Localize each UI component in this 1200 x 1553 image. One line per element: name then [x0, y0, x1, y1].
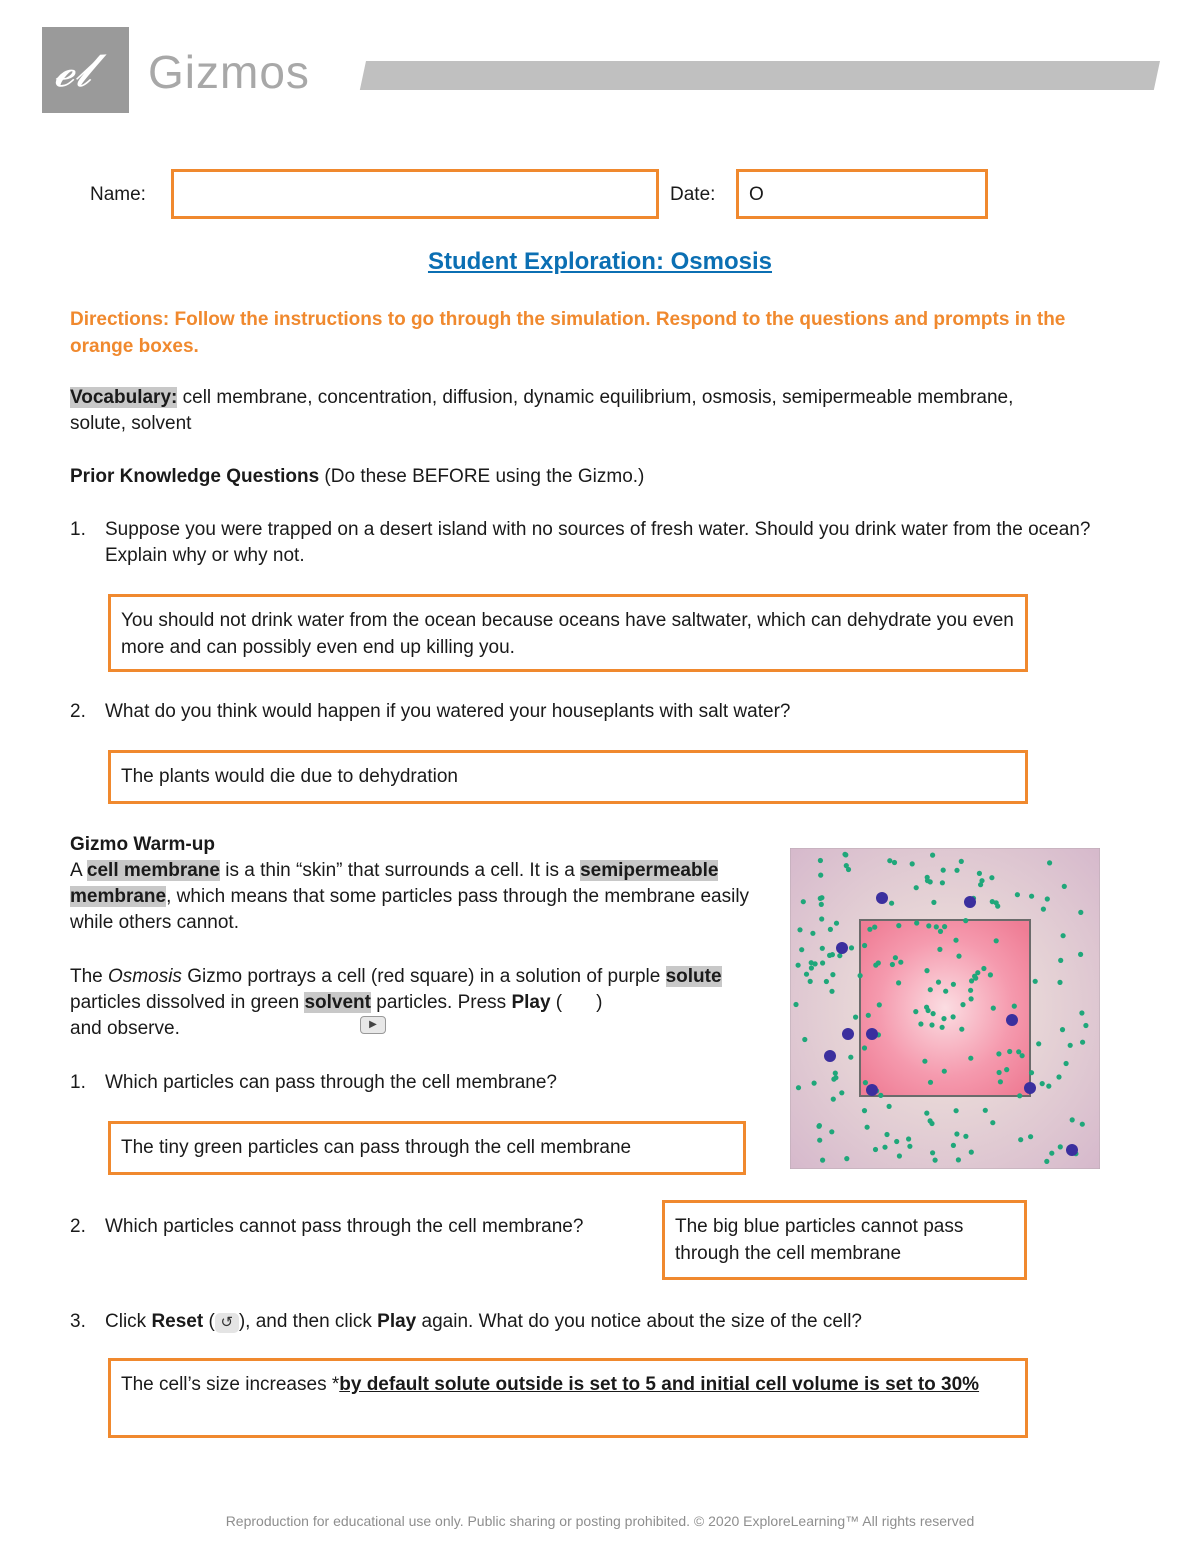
solvent-particle	[819, 902, 824, 907]
solvent-particle	[862, 1045, 867, 1050]
solvent-particle	[1004, 1067, 1009, 1072]
solvent-particle	[941, 1016, 946, 1021]
warmup-answer-3-note: by default solute outside is set to 5 and initial cell volume is set to 30%	[339, 1374, 980, 1395]
vocabulary-text: cell membrane, concentration, diffusion, dynamic equilibrium, osmosis, semipermeable membrane, solute, solvent	[70, 387, 1014, 434]
solvent-particle	[820, 960, 825, 965]
solvent-particle	[963, 918, 968, 923]
page-title: Student Exploration: Osmosis	[427, 248, 773, 275]
vocabulary-label: Vocabulary:	[70, 387, 178, 408]
solvent-particle	[969, 996, 974, 1001]
solvent-particle	[818, 896, 823, 901]
directions: Directions: Follow the instructions to go through the simulation. Respond to the questions and prompts in the orange boxes.	[70, 309, 1066, 357]
solvent-particle	[872, 925, 877, 930]
solvent-particle	[1060, 1027, 1065, 1032]
footer-copyright: Reproduction for educational use only. Public sharing or posting prohibited. © 2020 ExploreLearning™ All rights reserved	[225, 1513, 975, 1529]
solvent-particle	[802, 1037, 807, 1042]
reset-icon: ↺	[215, 1313, 239, 1333]
solvent-particle	[839, 1090, 844, 1095]
solvent-particle	[914, 885, 919, 890]
solvent-particle	[817, 1138, 822, 1143]
solvent-particle	[918, 1021, 923, 1026]
solvent-particle	[941, 868, 946, 873]
solute-particle	[1066, 1144, 1078, 1156]
solvent-particle	[816, 1124, 821, 1129]
solvent-particle	[853, 1015, 858, 1020]
solvent-particle	[994, 938, 999, 943]
solvent-particle	[924, 1111, 929, 1116]
warmup-answer-3-text: The cell’s size increases *	[121, 1374, 340, 1395]
solvent-particle	[889, 901, 894, 906]
solvent-particle	[793, 1002, 798, 1007]
solvent-particle	[925, 878, 930, 883]
solvent-particle	[953, 938, 958, 943]
solvent-particle	[942, 1069, 947, 1074]
solvent-particle	[866, 1013, 871, 1018]
solvent-particle	[830, 972, 835, 977]
name-label: Name:	[90, 184, 146, 205]
solvent-particle	[1083, 1023, 1088, 1028]
solvent-particle	[808, 979, 813, 984]
prior-q2-number: 2.	[70, 701, 86, 722]
solvent-particle	[1068, 1043, 1073, 1048]
solvent-particle	[1064, 1061, 1069, 1066]
solvent-particle	[893, 955, 898, 960]
warmup-q3-text	[105, 1309, 1105, 1335]
solvent-particle	[997, 1070, 1002, 1075]
solvent-particle	[1029, 1070, 1034, 1075]
solvent-particle	[848, 1055, 853, 1060]
solvent-particle	[990, 899, 995, 904]
solvent-particle	[924, 1005, 929, 1010]
solvent-particle	[812, 1081, 817, 1086]
prior-answer-1[interactable]: You should not drink water from the ocean because oceans have saltwater, which can dehydrate you even more and can possibly even end up killing you.	[108, 594, 1028, 672]
solvent-particle	[878, 1093, 883, 1098]
date-value: O	[749, 184, 764, 205]
solvent-particle	[954, 1108, 959, 1113]
prior-heading-note: (Do these BEFORE using the Gizmo.)	[319, 466, 645, 487]
prior-q1-text: Suppose you were trapped on a desert island with no sources of fresh water. Should you drink water from the ocean? Explain why or why not.	[105, 519, 1091, 566]
warmup-q1-text: Which particles can pass through the cell membrane?	[105, 1072, 558, 1093]
term-semipermeable-membrane: semipermeable membrane	[70, 860, 719, 907]
solvent-particle	[910, 861, 915, 866]
solvent-particle	[843, 852, 848, 857]
solvent-particle	[922, 1059, 927, 1064]
solvent-particle	[906, 1136, 911, 1141]
warmup-q1-number: 1.	[70, 1072, 86, 1093]
solvent-particle	[887, 858, 892, 863]
solvent-particle	[934, 924, 939, 929]
solvent-particle	[907, 1144, 912, 1149]
solvent-particle	[1033, 979, 1038, 984]
solvent-particle	[887, 1104, 892, 1109]
play-button-icon: ▶	[360, 1016, 386, 1034]
prior-heading-text: Prior Knowledge Questions	[70, 466, 320, 487]
solvent-particle	[1016, 1049, 1021, 1054]
solvent-particle	[954, 1131, 959, 1136]
solvent-particle	[844, 1156, 849, 1161]
solvent-particle	[942, 924, 947, 929]
warmup-q3-text-d: ), and then click	[238, 1311, 378, 1332]
solvent-particle	[968, 988, 973, 993]
solvent-particle	[1028, 1134, 1033, 1139]
solvent-particle	[1058, 1144, 1063, 1149]
solvent-particle	[956, 954, 961, 959]
solvent-particle	[959, 1027, 964, 1032]
warmup-q3-text-c: (	[203, 1311, 215, 1332]
solvent-particle	[943, 989, 948, 994]
solvent-particle	[1018, 1137, 1023, 1142]
solvent-particle	[862, 1108, 867, 1113]
solvent-particle	[928, 1080, 933, 1085]
term-cell-membrane: cell membrane	[86, 860, 220, 881]
solvent-particle	[809, 960, 814, 965]
solvent-particle	[820, 1158, 825, 1163]
solvent-particle	[1047, 860, 1052, 865]
solvent-particle	[995, 904, 1000, 909]
solvent-particle	[938, 929, 943, 934]
solvent-particle	[990, 1120, 995, 1125]
solvent-particle	[1070, 1117, 1075, 1122]
solvent-particle	[928, 1118, 933, 1123]
solvent-particle	[796, 963, 801, 968]
warmup-p2-text-i: (	[550, 992, 563, 1013]
solute-particle	[842, 1028, 854, 1040]
solvent-particle	[930, 853, 935, 858]
solvent-particle	[799, 947, 804, 952]
term-solute: solute	[665, 966, 722, 987]
solvent-particle	[858, 973, 863, 978]
warmup-answer-1[interactable]: The tiny green particles can pass through the cell membrane	[108, 1121, 746, 1175]
warmup-p2-text-a: The	[70, 966, 109, 987]
solvent-particle	[1057, 980, 1062, 985]
solvent-particle	[1045, 896, 1050, 901]
solvent-particle	[983, 1108, 988, 1113]
name-value	[174, 172, 656, 182]
vocabulary	[70, 385, 1070, 437]
solute-particle	[964, 896, 976, 908]
solvent-particle	[820, 946, 825, 951]
solvent-particle	[824, 979, 829, 984]
solvent-particle	[896, 923, 901, 928]
solvent-particle	[833, 1075, 838, 1080]
solvent-particle	[1040, 1081, 1045, 1086]
warmup-p1-text-e: , which means that some particles pass through the membrane easily while others cannot.	[70, 886, 750, 933]
solvent-particle	[975, 970, 980, 975]
warmup-p2-text-k: and observe.	[70, 1018, 180, 1039]
warmup-q2-text: Which particles cannot pass through the cell membrane?	[105, 1216, 584, 1237]
date-field[interactable]	[736, 169, 988, 219]
solvent-particle	[959, 859, 964, 864]
solvent-particle	[981, 966, 986, 971]
warmup-answer-3[interactable]	[108, 1358, 1028, 1438]
warmup-p2-text-c: Gizmo portrays a cell (red square) in a solution of purple	[181, 966, 666, 987]
solvent-particle	[810, 931, 815, 936]
solvent-particle	[931, 900, 936, 905]
solvent-particle	[873, 1147, 878, 1152]
solvent-particle	[809, 965, 814, 970]
solvent-particle	[996, 1051, 1001, 1056]
solvent-particle	[1058, 958, 1063, 963]
solvent-particle	[801, 899, 806, 904]
solvent-particle	[978, 882, 983, 887]
solute-particle	[1006, 1014, 1018, 1026]
solvent-particle	[1061, 933, 1066, 938]
solvent-particle	[1079, 1010, 1084, 1015]
solute-particle	[876, 892, 888, 904]
solvent-particle	[865, 1125, 870, 1130]
solvent-particle	[894, 1139, 899, 1144]
solvent-particle	[1062, 884, 1067, 889]
prior-q1-number: 1.	[70, 519, 86, 540]
solvent-particle	[1015, 892, 1020, 897]
name-field[interactable]	[171, 169, 659, 219]
solvent-particle	[1012, 1004, 1017, 1009]
solvent-particle	[988, 972, 993, 977]
solvent-particle	[796, 1085, 801, 1090]
solvent-particle	[797, 927, 802, 932]
warmup-paragraph-2	[70, 964, 750, 1042]
term-solvent: solvent	[304, 992, 371, 1013]
solvent-particle	[828, 927, 833, 932]
solvent-particle	[963, 1134, 968, 1139]
solvent-particle	[913, 1009, 918, 1014]
solvent-particle	[884, 1132, 889, 1137]
osmosis-simulation-image	[790, 848, 1100, 1169]
warmup-p1-text-c: is a thin “skin” that surrounds a cell. It is a	[219, 860, 581, 881]
solvent-particle	[818, 858, 823, 863]
prior-answer-2[interactable]: The plants would die due to dehydration	[108, 750, 1028, 804]
warmup-paragraph-1	[70, 858, 750, 936]
solvent-particle	[956, 1157, 961, 1162]
solvent-particle	[882, 1145, 887, 1150]
solvent-particle	[1041, 907, 1046, 912]
solvent-particle	[829, 989, 834, 994]
solvent-particle	[849, 945, 854, 950]
solvent-particle	[951, 1014, 956, 1019]
solute-particle	[824, 1050, 836, 1062]
solvent-particle	[898, 960, 903, 965]
solvent-particle	[1046, 1084, 1051, 1089]
solvent-particle	[834, 921, 839, 926]
solvent-particle	[930, 1150, 935, 1155]
solvent-particle	[1056, 1074, 1061, 1079]
date-label: Date:	[670, 184, 716, 205]
warmup-heading: Gizmo Warm-up	[70, 834, 215, 855]
solvent-particle	[960, 1002, 965, 1007]
solvent-particle	[863, 1080, 868, 1085]
solvent-particle	[1007, 1049, 1012, 1054]
warmup-p1-text-a: A	[70, 860, 87, 881]
solvent-particle	[951, 982, 956, 987]
solvent-particle	[1044, 1159, 1049, 1164]
warmup-p2-text-g: particles. Press	[371, 992, 512, 1013]
solvent-particle	[929, 1022, 934, 1027]
solvent-particle	[991, 1006, 996, 1011]
solvent-particle	[1080, 1040, 1085, 1045]
warmup-q3-number: 3.	[70, 1311, 86, 1332]
play-word-2: Play	[377, 1311, 417, 1332]
warmup-answer-2[interactable]: The big blue particles cannot pass through the cell membrane	[662, 1200, 1027, 1280]
solvent-particle	[914, 920, 919, 925]
solvent-particle	[951, 1143, 956, 1148]
solvent-particle	[1080, 1122, 1085, 1127]
solvent-particle	[968, 1056, 973, 1061]
warmup-q3-text-f: again. What do you notice about the size of the cell?	[416, 1311, 862, 1332]
play-word: Play	[511, 992, 551, 1013]
solvent-particle	[998, 1079, 1003, 1084]
solvent-particle	[844, 863, 849, 868]
brand-name: Gizmos	[148, 46, 310, 98]
solvent-particle	[876, 960, 881, 965]
solvent-particle	[819, 916, 824, 921]
solvent-particle	[926, 923, 931, 928]
solvent-particle	[933, 1158, 938, 1163]
solvent-particle	[940, 1025, 945, 1030]
warmup-q3-text-a: Click	[105, 1311, 152, 1332]
solvent-particle	[928, 987, 933, 992]
solvent-particle	[989, 875, 994, 880]
solvent-particle	[1036, 1041, 1041, 1046]
solvent-particle	[1078, 952, 1083, 957]
solute-particle	[866, 1028, 878, 1040]
solvent-particle	[931, 1011, 936, 1016]
solvent-particle	[833, 1071, 838, 1076]
solvent-particle	[877, 1002, 882, 1007]
solvent-particle	[940, 880, 945, 885]
solvent-particle	[862, 943, 867, 948]
solvent-particle	[1017, 1093, 1022, 1098]
solvent-particle	[1078, 910, 1083, 915]
solvent-particle	[969, 1150, 974, 1155]
solvent-particle	[954, 868, 959, 873]
solvent-particle	[937, 947, 942, 952]
solvent-particle	[827, 953, 832, 958]
explorelearning-logo-icon: 𝓮𝓵	[54, 43, 92, 97]
solvent-particle	[924, 968, 929, 973]
header-bar	[360, 61, 1160, 90]
warmup-p2-text-j: )	[596, 992, 603, 1013]
solvent-particle	[896, 980, 901, 985]
reset-word: Reset	[151, 1311, 204, 1332]
solvent-particle	[804, 972, 809, 977]
solvent-particle	[892, 860, 897, 865]
gizmo-name: Osmosis	[108, 966, 182, 987]
solute-particle	[1024, 1082, 1036, 1094]
solvent-particle	[818, 873, 823, 878]
solvent-particle	[936, 980, 941, 985]
warmup-p2-text-e: particles dissolved in green	[70, 992, 305, 1013]
prior-q2-text: What do you think would happen if you watered your houseplants with salt water?	[105, 701, 791, 722]
solvent-particle	[977, 871, 982, 876]
solvent-particle	[890, 962, 895, 967]
solute-particle	[836, 942, 848, 954]
solvent-particle	[831, 1097, 836, 1102]
solute-particle	[866, 1084, 878, 1096]
solvent-particle	[1020, 1053, 1025, 1058]
warmup-q2-number: 2.	[70, 1216, 86, 1237]
solvent-particle	[897, 1153, 902, 1158]
solvent-particle	[1029, 894, 1034, 899]
prior-knowledge-heading	[70, 464, 1070, 490]
solvent-particle	[1049, 1151, 1054, 1156]
solvent-particle	[829, 1129, 834, 1134]
solvent-particle	[867, 927, 872, 932]
